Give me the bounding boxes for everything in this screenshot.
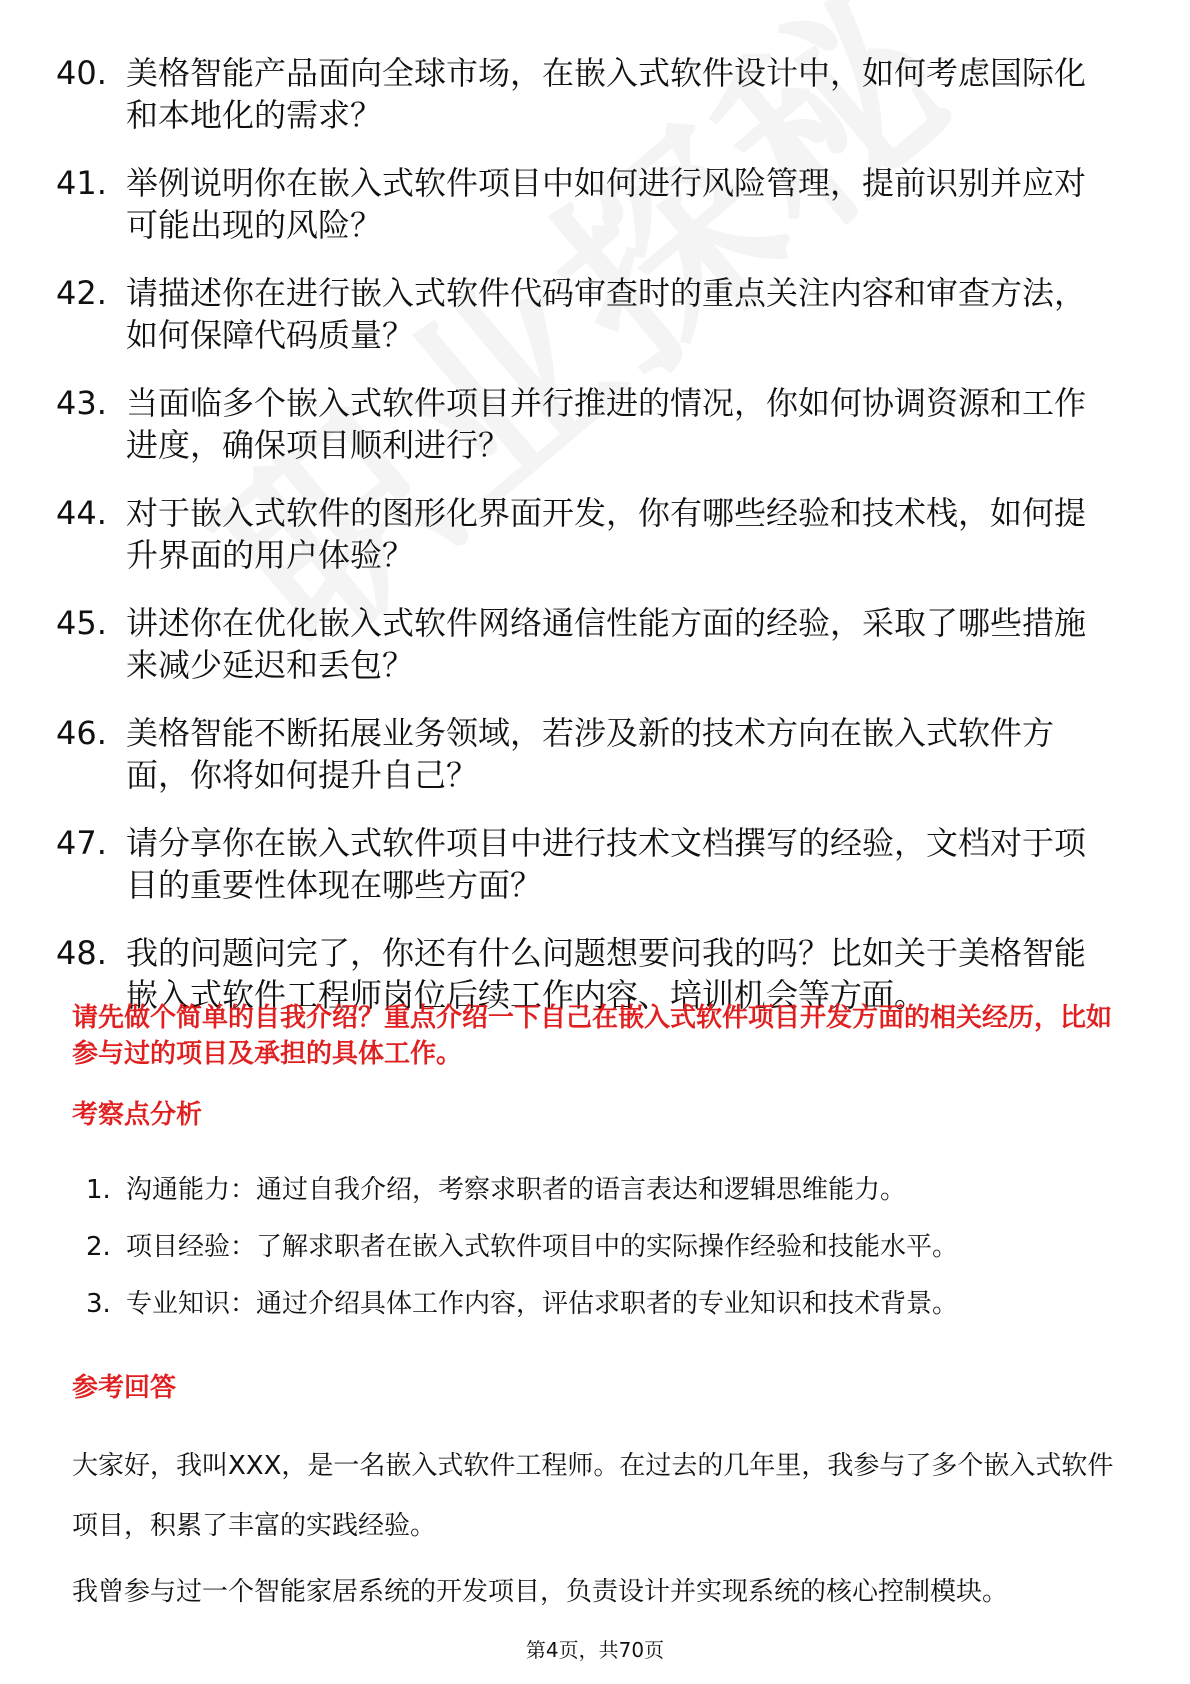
question-number: 43.	[56, 384, 107, 422]
question-number: 45.	[56, 604, 107, 642]
question-text: 对于嵌入式软件的图形化界面开发，你有哪些经验和技术栈，如何提升界面的用户体验？	[126, 494, 1087, 574]
question-text: 我的问题问完了，你还有什么问题想要问我的吗？比如关于美格智能嵌入式软件工程师岗位后续工作内容、培训机会等方面。	[126, 934, 1087, 1014]
question-number: 48.	[56, 934, 107, 972]
question-number: 47.	[56, 824, 107, 862]
question-text: 当面临多个嵌入式软件项目并行推进的情况，你如何协调资源和工作进度，确保项目顺利进行？	[126, 384, 1087, 464]
reference-heading: 参考回答	[72, 1373, 177, 1403]
question-text: 举例说明你在嵌入式软件项目中如何进行风险管理，提前识别并应对可能出现的风险？	[126, 164, 1087, 244]
analysis-number: 2.	[86, 1232, 111, 1262]
page-number: 第4页，共70页	[525, 1638, 665, 1662]
answer-paragraph: 大家好，我叫XXX，是一名嵌入式软件工程师。在过去的几年里，我参与了多个嵌入式软件项目，积累了丰富的实践经验。	[72, 1451, 1114, 1541]
question-number: 44.	[56, 494, 107, 532]
analysis-item	[0, 1172, 1190, 1208]
question-text: 请分享你在嵌入式软件项目中进行技术文档撰写的经验，文档对于项目的重要性体现在哪些方面？	[126, 824, 1087, 904]
question-text: 讲述你在优化嵌入式软件网络通信性能方面的经验，采取了哪些措施来减少延迟和丢包？	[126, 604, 1087, 684]
question-item	[0, 492, 1116, 576]
question-item	[0, 382, 1116, 466]
analysis-item	[0, 1286, 1190, 1322]
analysis-list	[0, 1172, 1190, 1343]
question-text: 美格智能产品面向全球市场，在嵌入式软件设计中，如何考虑国际化和本地化的需求？	[126, 54, 1087, 134]
question-item	[0, 162, 1116, 246]
question-number: 42.	[56, 274, 107, 312]
analysis-heading: 考察点分析	[72, 1100, 203, 1130]
question-item	[0, 272, 1116, 356]
question-number: 41.	[56, 164, 107, 202]
analysis-number: 1.	[86, 1175, 111, 1205]
question-text: 请描述你在进行嵌入式软件代码审查时的重点关注内容和审查方法，如何保障代码质量？	[126, 274, 1087, 354]
answer-paragraph: 我曾参与过一个智能家居系统的开发项目，负责设计并实现系统的核心控制模块。	[72, 1577, 1009, 1607]
analysis-number: 3.	[86, 1289, 111, 1319]
question-text: 美格智能不断拓展业务领域，若涉及新的技术方向在嵌入式软件方面，你将如何提升自己？	[126, 714, 1055, 794]
question-item	[0, 822, 1116, 906]
question-item	[0, 712, 1116, 796]
analysis-text: 项目经验：了解求职者在嵌入式软件项目中的实际操作经验和技能水平。	[126, 1232, 959, 1262]
analysis-text: 专业知识：通过介绍具体工作内容，评估求职者的专业知识和技术背景。	[126, 1289, 959, 1319]
analysis-item	[0, 1229, 1190, 1265]
question-item	[0, 52, 1116, 136]
question-item	[0, 602, 1116, 686]
highlight-question: 请先做个简单的自我介绍？重点介绍一下自己在嵌入式软件项目开发方面的相关经历，比如参与过的项目及承担的具体工作。	[72, 1003, 1113, 1069]
question-number: 40.	[56, 54, 107, 92]
question-list	[0, 52, 1190, 1042]
question-number: 46.	[56, 714, 107, 752]
analysis-text: 沟通能力：通过自我介绍，考察求职者的语言表达和逻辑思维能力。	[126, 1175, 907, 1205]
